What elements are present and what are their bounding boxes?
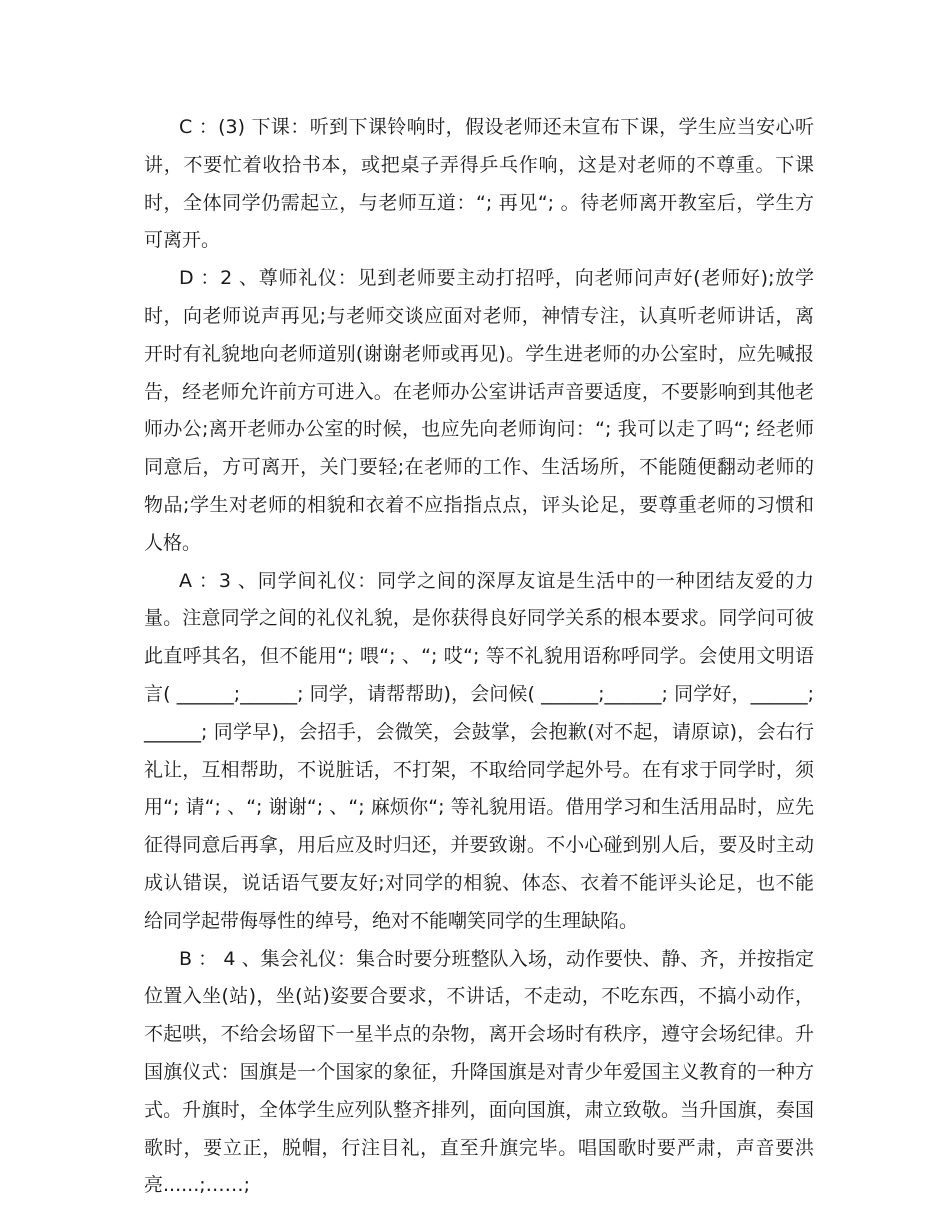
document-page	[144, 109, 814, 1205]
paragraph-teacher-etiquette: D ：2 、尊师礼仪：见到老师要主动打招呼，向老师问声好(老师好);放学时，向老师说声再见;与老师交谈应面对老师，神情专注，认真听老师讲话，离开时有礼貌地向老师道别(谢谢老师或再见)。学生进老师的办公室时，应先喊报告，经老师允许前方可进入。在老师办公室讲话声音要适度，不要影响到其他老师办公;离开老师办公室的时候，也应先向老师询问：“; 我可以走了吗“; 经老师同意后，方可离开，关门要轻;在老师的工作、生活场所，不能随便翻动老师的物品;学生对老师的相貌和衣着不应指指点点，评头论足，要尊重老师的习惯和人格。	[144, 267, 814, 554]
paragraph-classmate-etiquette: A ：3 、同学间礼仪：同学之间的深厚友谊是生活中的一种团结友爱的力量。注意同学之间的礼仪礼貌，是你获得良好同学关系的根本要求。同学问可彼此直呼其名，但不能用“; 喂“; 、“; 哎“; 等不礼貌用语称呼同学。会使用文明语言( ______;______; 同学，请帮帮助)，会问候( ______;______; 同学好，______;______; 同学早)，会招手，会微笑，会鼓掌，会抱歉(对不起，请原谅)，会右行礼让，互相帮助，不说脏话，不打架，不取给同学起外号。在有求于同学时，须用“; 请“; 、“; 谢谢“; 、“; 麻烦你“; 等礼貌用语。借用学习和生活用品时，应先征得同意后再拿，用后应及时归还，并要致谢。不小心碰到别人后，要及时主动成认错误，说话语气要友好;对同学的相貌、体态、衣着不能评头论足，也不能给同学起带侮辱性的绰号，绝对不能嘲笑同学的生理缺陷。	[144, 569, 814, 932]
paragraph-class-dismissal: C ：(3) 下课：听到下课铃响时，假设老师还未宣布下课，学生应当安心听讲，不要忙着收拾书本，或把桌子弄得乒乓作响，这是对老师的不尊重。下课时，全体同学仍需起立，与老师互道：“; 再见“; 。待老师离开教室后，学生方可离开。	[144, 116, 814, 252]
paragraph-assembly-etiquette: B ： 4 、集会礼仪：集合时要分班整队入场，动作要快、静、齐，并按指定位置入坐(站)，坐(站)姿要合要求，不讲话，不走动，不吃东西，不搞小动作，不起哄，不给会场留下一星半点的杂物，离开会场时有秩序，遵守会场纪律。升国旗仪式：国旗是一个国家的象征，升降国旗是对青少年爱国主义教育的一种方式。升旗时，全体学生应列队整齐排列，面向国旗，肃立致敬。当升国旗，奏国歌时，要立正，脱帽，行注目礼，直至升旗完毕。唱国歌时要严肃，声音要洪亮......;……;	[144, 947, 814, 1197]
